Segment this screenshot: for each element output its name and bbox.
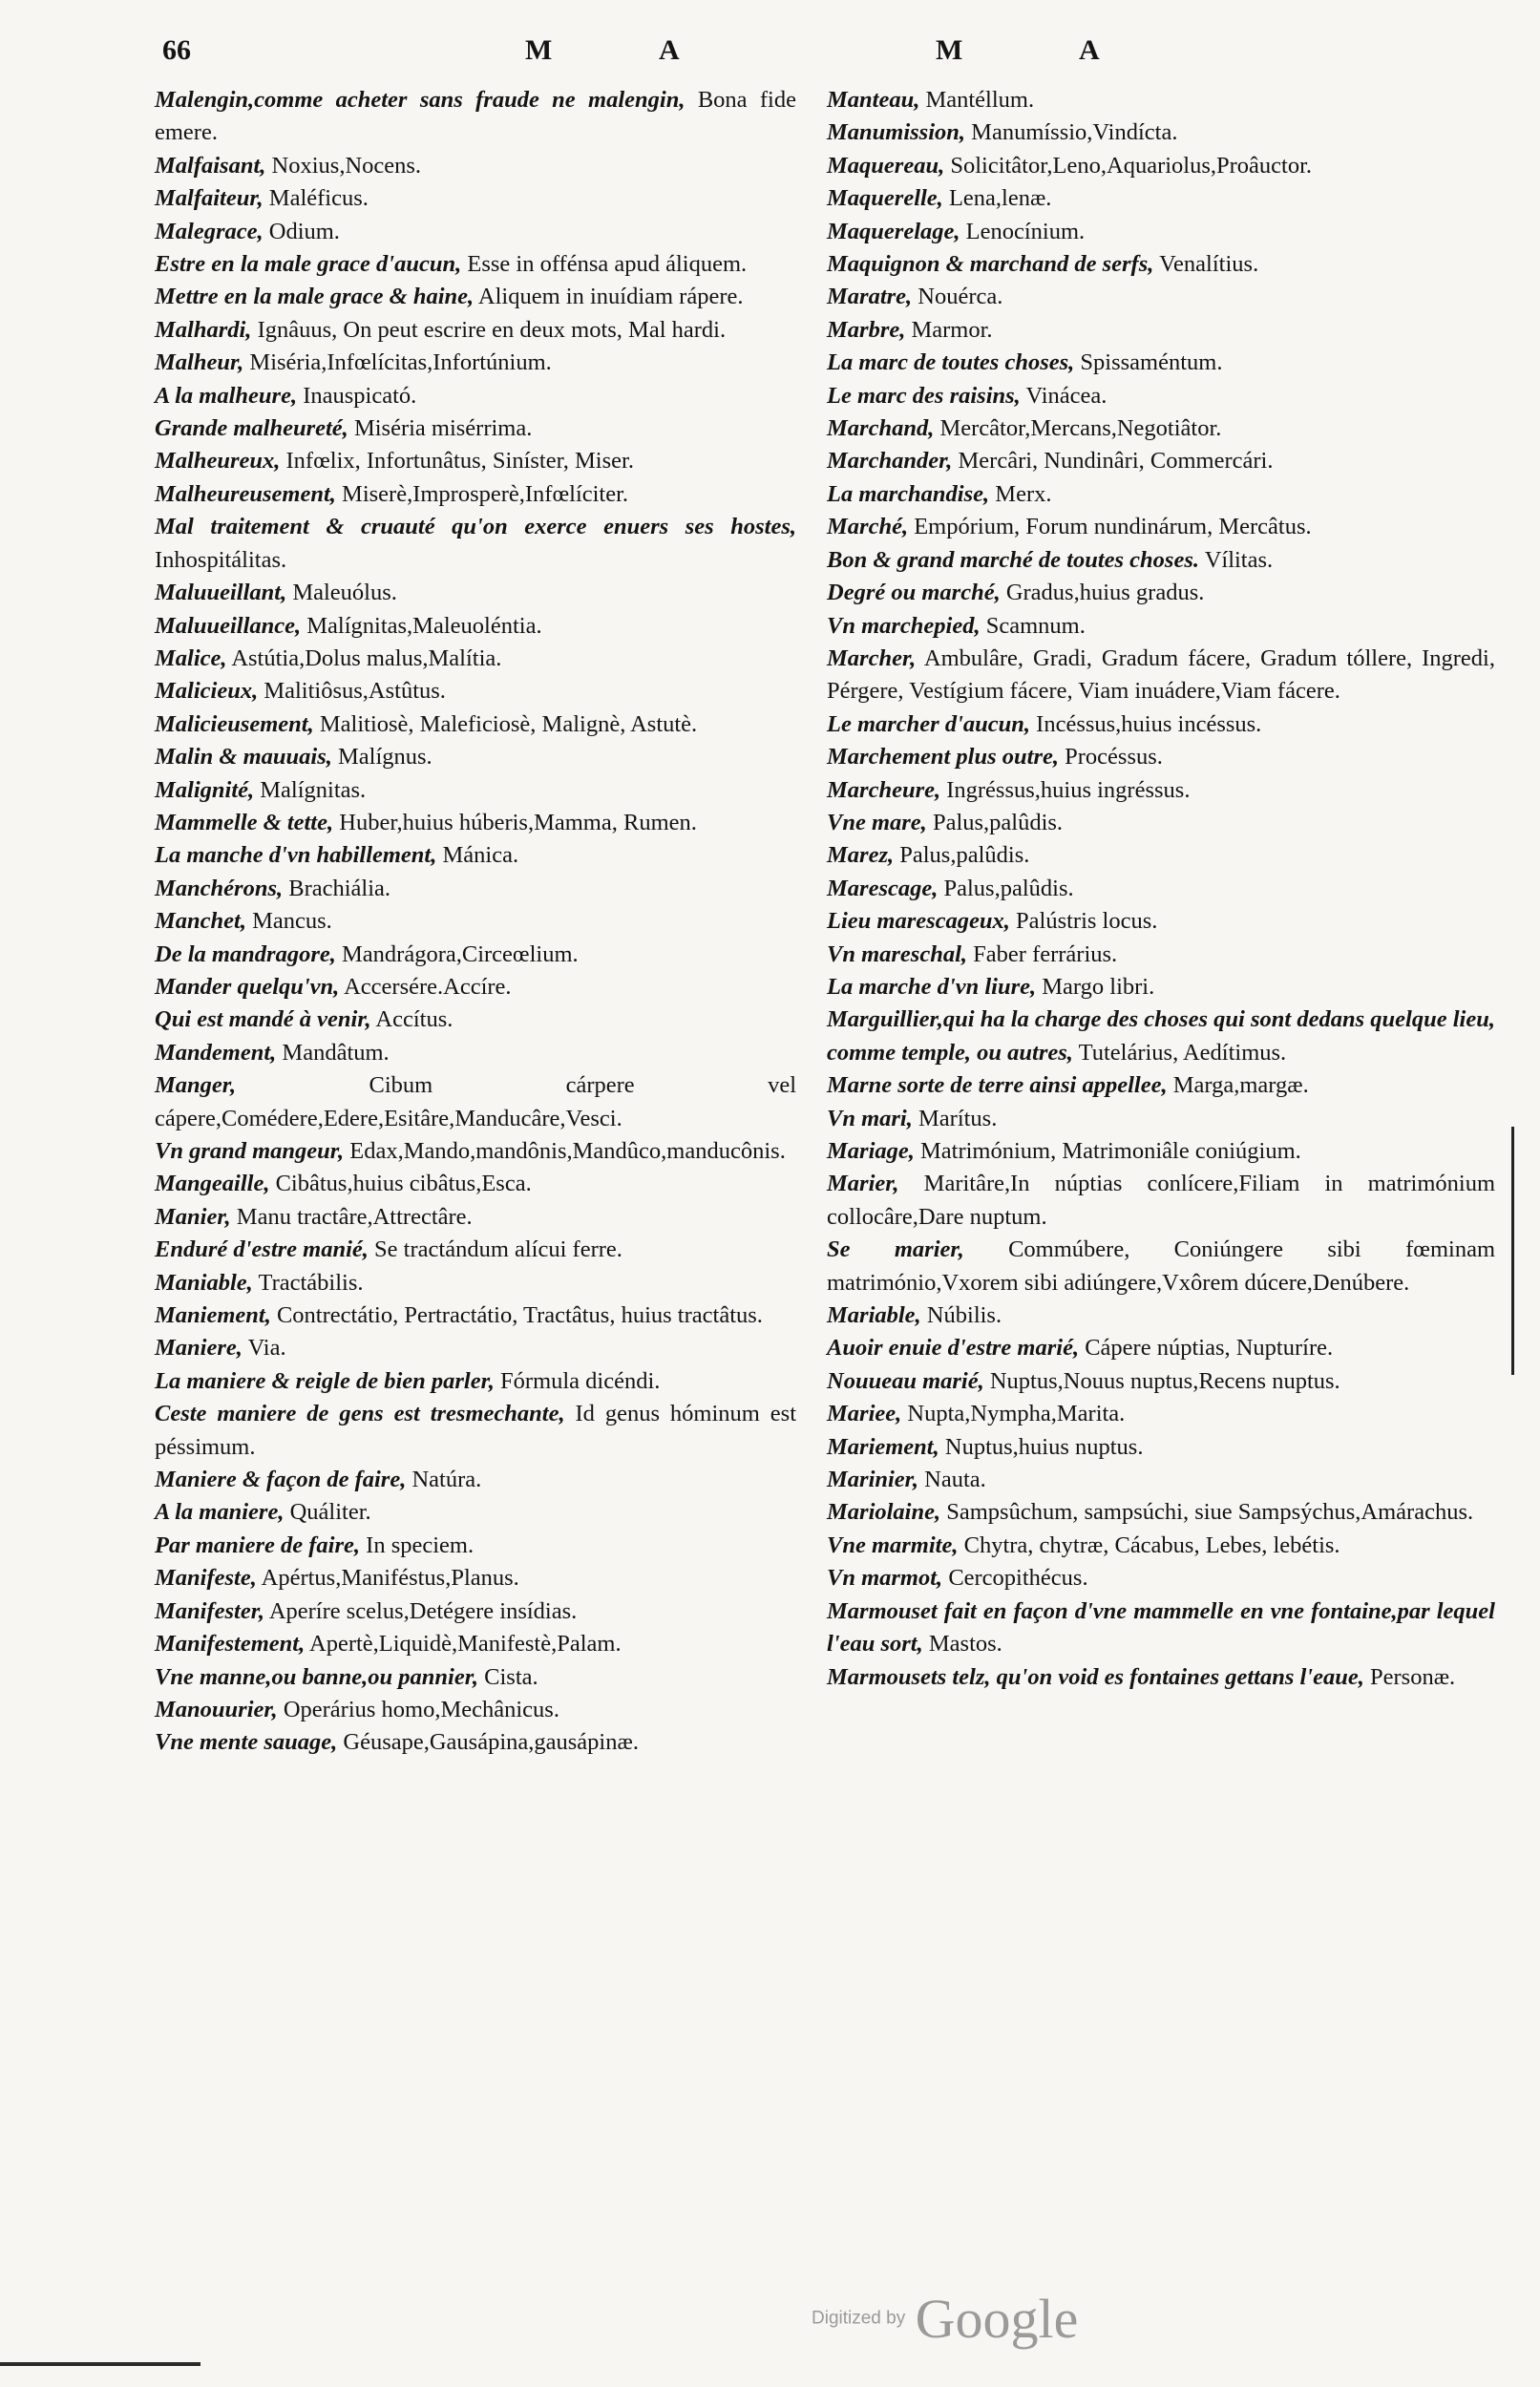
running-head-letter: A (1079, 34, 1100, 66)
entry-definition: Esse in offénsa apud áliquem. (467, 251, 748, 278)
dictionary-entry (827, 939, 1495, 971)
entry-definition: Lenocínium. (965, 218, 1086, 244)
entry-definition: Maléficus. (268, 185, 369, 212)
entry-definition: Palus,palûdis. (932, 809, 1064, 835)
dictionary-entry (155, 182, 796, 215)
entry-headword: Maquereau, (827, 152, 945, 179)
dictionary-entry (827, 774, 1495, 807)
entry-headword: Maniere & façon de faire, (155, 1467, 407, 1493)
entry-headword: Le marc des raisins, (827, 382, 1021, 409)
dictionary-entry (827, 1464, 1495, 1496)
dictionary-entry (827, 1365, 1495, 1398)
entry-definition: Cápere núptias, Nupturíre. (1085, 1335, 1334, 1362)
dictionary-entry (155, 248, 796, 281)
entry-definition: Cista. (484, 1663, 538, 1690)
entry-definition: Miséria,Infœlícitas,Infortúnium. (249, 349, 552, 376)
entry-definition: Brachiália. (288, 875, 391, 901)
entry-headword: Vne marmite, (827, 1531, 959, 1558)
entry-definition: Malígnitas. (260, 776, 367, 803)
entry-headword: Malignité, (155, 776, 255, 803)
dictionary-entry (827, 445, 1495, 477)
entry-definition: Géusape,Gausápina,gausápinæ. (343, 1729, 639, 1756)
dictionary-entry (827, 478, 1495, 511)
entry-headword: La marc de toutes choses, (827, 349, 1075, 376)
entry-headword: Grande malheureté, (155, 415, 348, 442)
dictionary-entry (155, 84, 796, 150)
dictionary-entry (155, 1694, 796, 1726)
entry-headword: Mariolaine, (827, 1499, 941, 1526)
entry-definition: Quáliter. (289, 1499, 371, 1526)
entry-definition: Miserè,Improsperè,Infœlíciter. (342, 480, 629, 507)
entry-headword: Marescage, (827, 875, 939, 901)
entry-headword: Malengin,comme acheter sans fraude ne malengin, (155, 87, 686, 113)
entry-definition: Personæ. (1370, 1663, 1456, 1690)
dictionary-entry (827, 248, 1495, 281)
entry-headword: Marcher, (827, 644, 917, 671)
dictionary-entry (827, 1069, 1495, 1102)
entry-headword: Degré ou marché, (827, 580, 1001, 606)
running-head-letter: M (525, 34, 555, 66)
entry-definition: Spissaméntum. (1080, 349, 1223, 376)
entry-headword: Manier, (155, 1203, 231, 1230)
entry-definition: Margo libri. (1042, 973, 1155, 1000)
dictionary-entry (155, 1201, 796, 1234)
dictionary-entry (827, 1135, 1495, 1168)
dictionary-entry (827, 1234, 1495, 1299)
dictionary-entry (155, 1332, 796, 1364)
entry-headword: Maratre, (827, 284, 913, 310)
dictionary-entry (827, 182, 1495, 215)
entry-headword: Maquerelage, (827, 218, 960, 244)
dictionary-entry (827, 116, 1495, 149)
entry-headword: La marche d'vn liure, (827, 973, 1037, 1000)
entry-definition: Ignâuus, On peut escrire en deux mots, Mal hardi. (257, 316, 727, 343)
dictionary-entry (155, 216, 796, 248)
entry-headword: Malheur, (155, 349, 244, 376)
entry-definition: Palus,palûdis. (899, 842, 1030, 869)
entry-definition: Commúbere, Coniúngere sibi fœminam matrimónio,Vxorem sibi adiúngere,Vxôrem dúcere,Denúbere. (827, 1236, 1496, 1296)
entry-headword: Vne manne,ou banne,ou pannier, (155, 1663, 479, 1690)
dictionary-entry (155, 708, 796, 741)
entry-definition: Id genus hóminum est péssimum. (155, 1401, 796, 1460)
entry-headword: Par maniere de faire, (155, 1531, 361, 1558)
entry-headword: De la mandragore, (155, 940, 336, 967)
dictionary-entry (155, 873, 796, 905)
entry-headword: Marcheure, (827, 776, 941, 803)
entry-headword: Maniere, (155, 1335, 243, 1362)
dictionary-entry (827, 1398, 1495, 1430)
entry-definition: Mercâri, Nundinâri, Commercári. (958, 448, 1274, 475)
entry-headword: Vn marchepied, (827, 612, 981, 639)
entry-headword: Manifester, (155, 1597, 265, 1624)
entry-headword: Auoir enuie d'estre marié, (827, 1335, 1080, 1362)
entry-definition: Apértus,Maniféstus,Planus. (261, 1565, 519, 1592)
dictionary-entry (155, 971, 796, 1003)
entry-definition: Accítus. (375, 1006, 454, 1033)
entry-definition: Operárius homo,Mechânicus. (283, 1696, 559, 1722)
entry-definition: Sampsûchum, sampsúchi, siue Sampsýchus,Amárachus. (946, 1499, 1474, 1526)
dictionary-entry (827, 281, 1495, 313)
entry-headword: Mal traitement & cruauté qu'on exerce enuers ses hostes, (155, 514, 796, 540)
entry-headword: Malhardi, (155, 316, 252, 343)
entry-definition: Tutelárius, Aedítimus. (1078, 1039, 1287, 1066)
dictionary-entry (827, 708, 1495, 741)
dictionary-entry (155, 774, 796, 807)
footer-bar (0, 2362, 200, 2366)
dictionary-entry (155, 1661, 796, 1694)
entry-definition: Mancus. (252, 908, 332, 935)
dictionary-entry (155, 347, 796, 379)
entry-headword: Vn marmot, (827, 1565, 943, 1592)
entry-headword: Malicieusement, (155, 710, 314, 737)
entry-definition: Palus,palûdis. (943, 875, 1074, 901)
entry-definition: Inhospitálitas. (155, 546, 287, 573)
dictionary-entry (827, 380, 1495, 412)
entry-definition: Mercâtor,Mercans,Negotiâtor. (939, 415, 1222, 442)
entry-definition: Chytra, chytræ, Cácabus, Lebes, lebétis. (963, 1531, 1340, 1558)
entry-definition: Miséria misérrima. (353, 415, 533, 442)
entry-definition: Infœlix, Infortunâtus, Siníster, Miser. (285, 448, 634, 475)
entry-definition: Núbilis. (926, 1302, 1002, 1329)
entry-headword: A la maniere, (155, 1499, 285, 1526)
entry-definition: Ambulâre, Gradi, Gradum fácere, Gradum tóllere, Ingredi, Pérgere, Vestígium fácere, Viam inuádere,Viam fácere. (827, 644, 1495, 705)
dictionary-entry (827, 839, 1495, 872)
dictionary-entry (155, 380, 796, 412)
entry-definition: Manu tractâre,Attrectâre. (236, 1203, 473, 1230)
entry-headword: Malegrace, (155, 218, 264, 244)
dictionary-entry (155, 675, 796, 708)
entry-definition: Faber ferrárius. (973, 940, 1118, 967)
entry-headword: Vn grand mangeur, (155, 1138, 345, 1164)
dictionary-entry (827, 971, 1495, 1003)
entry-definition: Fórmula dicéndi. (500, 1367, 661, 1394)
entry-definition: Tractábilis. (258, 1269, 364, 1296)
dictionary-entry (827, 1496, 1495, 1529)
entry-definition: Gradus,huius gradus. (1005, 580, 1205, 606)
entry-definition: Inauspicató. (303, 382, 417, 409)
entry-definition: Incéssus,huius incéssus. (1036, 710, 1262, 737)
dictionary-entry (827, 1003, 1495, 1069)
dictionary-entry (155, 1398, 796, 1464)
entry-headword: Malice, (155, 644, 227, 671)
entry-headword: Manifestement, (155, 1631, 306, 1658)
entry-definition: Solicitâtor,Leno,Aquariolus,Proâuctor. (950, 152, 1313, 179)
dictionary-entry (155, 1267, 796, 1299)
entry-definition: Vinácea. (1025, 382, 1108, 409)
entry-headword: A la malheure, (155, 382, 298, 409)
digitized-by-watermark (812, 2287, 1078, 2351)
entry-headword: Manchet, (155, 908, 246, 935)
dictionary-entry (827, 1431, 1495, 1464)
dictionary-entry (827, 347, 1495, 379)
entry-definition: Mandâtum. (282, 1039, 390, 1066)
entry-headword: Le marcher d'aucun, (827, 710, 1031, 737)
entry-definition: Manumíssio,Vindícta. (971, 119, 1178, 146)
entry-headword: Marmousets telz, qu'on void es fontaines gettans l'eaue, (827, 1663, 1364, 1690)
entry-definition: Cibum cárpere vel cápere,Comédere,Edere,Esitâre,Manducâre,Vesci. (155, 1072, 797, 1131)
entry-headword: Marinier, (827, 1467, 918, 1493)
dictionary-entry (155, 610, 796, 643)
entry-headword: Marbre, (827, 316, 906, 343)
entry-definition: Maleuólus. (292, 580, 397, 606)
entry-headword: Mariable, (827, 1302, 921, 1329)
entry-headword: Manumission, (827, 119, 966, 146)
entry-definition: Nupta,Nympha,Marita. (907, 1401, 1126, 1427)
dictionary-entry (155, 577, 796, 609)
entry-definition: Mandrágora,Circeœlium. (342, 940, 579, 967)
entry-definition: Lena,lenæ. (948, 185, 1052, 212)
dictionary-entry (155, 1530, 796, 1562)
dictionary-entry (827, 873, 1495, 905)
dictionary-entry (155, 1464, 796, 1496)
dictionary-entry (827, 412, 1495, 445)
entry-definition: Astútia,Dolus malus,Malítia. (231, 644, 502, 671)
entry-headword: Malheureux, (155, 448, 281, 475)
entry-definition: Aliquem in inuídiam rápere. (477, 284, 744, 310)
entry-headword: Mettre en la male grace & haine, (155, 284, 475, 310)
entry-headword: Marchement plus outre, (827, 744, 1059, 771)
dictionary-entry (827, 905, 1495, 938)
dictionary-entry (827, 1562, 1495, 1595)
entry-headword: Marez, (827, 842, 895, 869)
entry-definition: Natúra. (411, 1467, 482, 1493)
entry-definition: Odium. (268, 218, 340, 244)
entry-definition: Vílitas. (1204, 546, 1274, 573)
entry-definition: Cibâtus,huius cibâtus,Esca. (275, 1171, 532, 1197)
entry-definition: Nuptus,Nouus nuptus,Recens nuptus. (989, 1367, 1340, 1394)
right-column (827, 84, 1495, 1694)
page-number: 66 (162, 34, 191, 66)
dictionary-entry (155, 1168, 796, 1200)
dictionary-entry (827, 216, 1495, 248)
page-header (143, 29, 1397, 76)
entry-definition: Nauta. (924, 1467, 986, 1493)
entry-definition: Accersére.Accíre. (344, 973, 512, 1000)
entry-headword: Manifeste, (155, 1565, 257, 1592)
entry-headword: Malfaisant, (155, 152, 266, 179)
entry-definition: Bona fide emere. (155, 87, 796, 146)
dictionary-entry (155, 1299, 796, 1332)
dictionary-entry (827, 314, 1495, 347)
entry-headword: Marché, (827, 514, 909, 540)
entry-definition: Cercopithécus. (948, 1565, 1088, 1592)
entry-definition: Empórium, Forum nundinárum, Mercâtus. (914, 514, 1312, 540)
entry-headword: La marchandise, (827, 480, 990, 507)
entry-definition: Merx. (995, 480, 1052, 507)
dictionary-entry (827, 741, 1495, 773)
entry-definition: Edax,Mando,mandônis,Mandûco,manducônis. (349, 1138, 786, 1164)
dictionary-entry (827, 84, 1495, 116)
dictionary-entry (155, 1628, 796, 1660)
entry-headword: Malicieux, (155, 678, 259, 705)
dictionary-entry (155, 1726, 796, 1759)
dictionary-entry (827, 643, 1495, 708)
entry-definition: Malígnus. (337, 744, 432, 771)
entry-headword: Mammelle & tette, (155, 809, 334, 835)
dictionary-entry (155, 511, 796, 577)
dictionary-entry (155, 445, 796, 477)
entry-headword: Mariage, (827, 1138, 915, 1164)
dictionary-entry (827, 544, 1495, 577)
entry-headword: Malfaiteur, (155, 185, 264, 212)
entry-definition: Malitiôsus,Astûtus. (264, 678, 446, 705)
dictionary-entry (155, 741, 796, 773)
dictionary-entry (155, 1365, 796, 1398)
running-head-letter: A (659, 34, 680, 66)
dictionary-entry (155, 939, 796, 971)
dictionary-entry (827, 577, 1495, 609)
entry-headword: Maniable, (155, 1269, 253, 1296)
entry-definition: Noxius,Nocens. (271, 152, 422, 179)
dictionary-entry (155, 1234, 796, 1266)
entry-headword: Mandement, (155, 1039, 277, 1066)
dictionary-entry (827, 150, 1495, 182)
entry-headword: Estre en la male grace d'aucun, (155, 251, 462, 278)
entry-definition: Mánica. (442, 842, 519, 869)
dictionary-entry (827, 1595, 1495, 1661)
entry-headword: Marchander, (827, 448, 953, 475)
entry-headword: Mariement, (827, 1433, 939, 1460)
dictionary-entry (827, 1530, 1495, 1562)
entry-headword: Mangeaille, (155, 1171, 270, 1197)
dictionary-entry (155, 1562, 796, 1595)
entry-definition: Se tractándum alícui ferre. (374, 1236, 622, 1263)
dictionary-entry (155, 1595, 796, 1628)
entry-definition: Mastos. (928, 1631, 1002, 1658)
dictionary-entry (155, 150, 796, 182)
entry-headword: Se marier, (827, 1236, 964, 1263)
entry-headword: Marchand, (827, 415, 935, 442)
entry-definition: Palústris locus. (1016, 908, 1158, 935)
entry-definition: Huber,huius húberis,Mamma, Rumen. (339, 809, 697, 835)
entry-headword: Enduré d'estre manié, (155, 1236, 369, 1263)
entry-headword: Vne mente sauage, (155, 1729, 338, 1756)
google-logo: Google (915, 2288, 1079, 2350)
entry-definition: Apertè,Liquidè,Manifestè,Palam. (309, 1631, 622, 1658)
entry-headword: Marmouset fait en façon d'vne mammelle en vne fontaine,par lequel l'eau sort, (827, 1597, 1495, 1658)
entry-headword: Vn mareschal, (827, 940, 968, 967)
entry-definition: Marítus. (918, 1105, 998, 1131)
entry-headword: Maquignon & marchand de serfs, (827, 251, 1154, 278)
entry-definition: Procéssus. (1065, 744, 1163, 771)
left-column (155, 84, 796, 1760)
entry-definition: Matrimónium, Matrimoniâle coniúgium. (920, 1138, 1301, 1164)
margin-rule (1511, 1127, 1514, 1375)
dictionary-entry (827, 807, 1495, 839)
entry-headword: Ceste maniere de gens est tresmechante, (155, 1401, 565, 1427)
entry-definition: Venalítius. (1159, 251, 1259, 278)
dictionary-entry (827, 1103, 1495, 1135)
entry-headword: Malin & mauuais, (155, 744, 332, 771)
entry-headword: Maluueillant, (155, 580, 287, 606)
entry-headword: Mariee, (827, 1401, 902, 1427)
entry-headword: Vn mari, (827, 1105, 913, 1131)
entry-headword: Marier, (827, 1171, 899, 1197)
entry-headword: Manteau, (827, 87, 920, 113)
entry-headword: Qui est mandé à venir, (155, 1006, 371, 1033)
entry-headword: Bon & grand marché de toutes choses. (827, 546, 1199, 573)
entry-headword: La maniere & reigle de bien parler, (155, 1367, 495, 1394)
entry-definition: Marmor. (911, 316, 993, 343)
entry-definition: Maritâre,In núptias conlícere,Filiam in matrimónium collocâre,Dare nuptum. (827, 1171, 1496, 1230)
entry-definition: Malitiosè, Maleficiosè, Malignè, Astutè. (319, 710, 698, 737)
entry-headword: Maluueillance, (155, 612, 302, 639)
dictionary-entry (155, 412, 796, 445)
entry-headword: Manchérons, (155, 875, 284, 901)
entry-definition: Nouérca. (918, 284, 1003, 310)
entry-headword: Manger, (155, 1072, 237, 1099)
entry-headword: Maquerelle, (827, 185, 943, 212)
entry-definition: Ingréssus,huius ingréssus. (946, 776, 1191, 803)
dictionary-entry (155, 1135, 796, 1168)
entry-definition: Contrectátio, Pertractátio, Tractâtus, huius tractâtus. (276, 1302, 763, 1329)
entry-definition: Malígnitas,Maleuoléntia. (306, 612, 542, 639)
entry-definition: Marga,margæ. (1172, 1072, 1309, 1099)
dictionary-entry (155, 281, 796, 313)
entry-definition: Aperíre scelus,Detégere insídias. (268, 1597, 578, 1624)
entry-headword: Lieu marescageux, (827, 908, 1010, 935)
entry-headword: Nouueau marié, (827, 1367, 984, 1394)
entry-headword: Mander quelqu'vn, (155, 973, 340, 1000)
entry-definition: In speciem. (366, 1531, 475, 1558)
dictionary-entry (155, 807, 796, 839)
entry-headword: Maniement, (155, 1302, 271, 1329)
dictionary-entry (155, 905, 796, 938)
dictionary-entry (155, 1069, 796, 1135)
entry-headword: La manche d'vn habillement, (155, 842, 437, 869)
dictionary-entry (827, 1299, 1495, 1332)
dictionary-entry (827, 1661, 1495, 1694)
entry-definition: Scamnum. (985, 612, 1086, 639)
entry-headword: Marguillier,qui ha la charge des choses qui sont dedans quelque lieu, comme temple, ou autres, (827, 1006, 1495, 1066)
dictionary-entry (155, 839, 796, 872)
dictionary-entry (827, 1332, 1495, 1364)
entry-definition: Nuptus,huius nuptus. (944, 1433, 1144, 1460)
dictionary-entry (155, 314, 796, 347)
digitized-by-label: Digitized by (812, 2308, 906, 2329)
dictionary-entry (155, 478, 796, 511)
dictionary-entry (155, 1003, 796, 1036)
entry-headword: Manouurier, (155, 1696, 278, 1722)
dictionary-entry (827, 1168, 1495, 1234)
dictionary-entry (155, 1037, 796, 1069)
entry-definition: Via. (247, 1335, 286, 1362)
entry-headword: Marne sorte de terre ainsi appellee, (827, 1072, 1168, 1099)
dictionary-entry (155, 1496, 796, 1529)
dictionary-entry (827, 511, 1495, 543)
entry-headword: Vne mare, (827, 809, 927, 835)
entry-definition: Mantéllum. (925, 87, 1035, 113)
entry-headword: Malheureusement, (155, 480, 336, 507)
running-head-letter: M (936, 34, 963, 66)
dictionary-entry (827, 610, 1495, 643)
dictionary-entry (155, 643, 796, 675)
